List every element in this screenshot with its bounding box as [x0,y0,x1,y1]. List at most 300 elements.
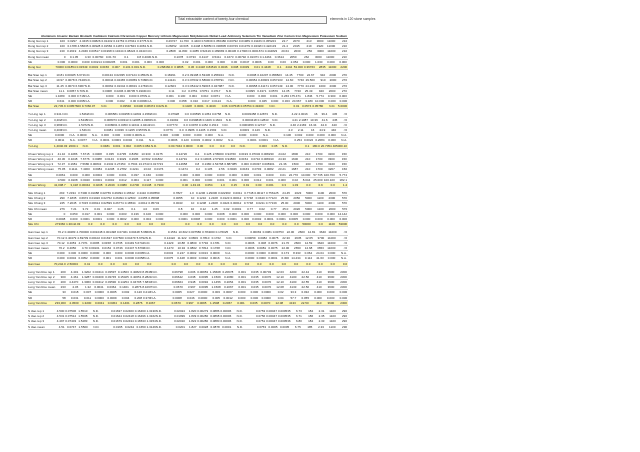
table-cell [164,162,176,166]
table-cell: 2000 [328,88,336,93]
table-cell: N.D. [225,112,232,117]
table-cell: 0.000 [216,172,225,177]
table-cell: 0.000 [180,172,188,177]
section-block [28,191,348,230]
table-cell: 0.01344 [114,83,126,88]
table-cell: 0.0001 [258,138,268,143]
table-cell: 4133 [289,285,297,290]
table-cell: 0.0244 [124,324,135,329]
row-label: Lung Yan Rou rep 1 [28,269,55,274]
table-cell: 0.000 [204,211,213,216]
table-cell: 0.000 [258,93,266,98]
table-cell: 290 [342,314,348,319]
section-block [28,73,348,112]
table-cell: 0.0 [140,262,152,266]
table-cell: 0.008230 [261,151,274,156]
table-cell: N.A. [273,138,280,143]
table-cell: 3000 [315,54,322,59]
table-cell: 0.008 [229,65,240,69]
table-cell: 186 [308,314,314,319]
table-cell: 0.02024 [174,309,185,313]
table-cell: 7770 [297,83,304,88]
table-cell: 0.00703 [260,269,272,274]
table-cell [154,84,165,88]
table-cell: 22.00 [281,245,290,250]
table-cell: 33.3 [290,290,297,295]
table-cell: 0.0238 [91,183,103,187]
table-cell: 41.63 [316,256,324,261]
table-cell: 0.00958 [246,83,258,88]
table-cell [270,133,281,137]
table-cell: 2000 [329,73,337,78]
table-cell: 0.0 [142,222,154,226]
table-cell: 0.001 [94,211,102,216]
table-cell: 0.00914 [89,201,101,206]
table-cell: 0.0 [103,262,115,266]
table-cell: 0.0077 [77,138,87,143]
table-cell: 4100 [289,280,297,285]
table-cell: 0.0 [165,262,177,266]
table-cell: 270 [341,73,347,78]
table-cell: 25.0 [282,206,289,211]
table-cell: 0.007 [110,65,121,69]
table-cell: 1.820 [188,309,197,313]
table-cell: 2050 [293,196,301,201]
table-cell: 0.02434 [122,319,134,324]
table-cell [161,191,172,195]
table-cell: 273360 [55,222,66,227]
table-cell [157,296,170,300]
table-cell: 0.00 [177,183,189,187]
table-cell [164,152,176,156]
table-cell: 0.000 [302,59,311,64]
table-cell [232,94,244,98]
table-cell: N.A. [341,138,348,143]
table-cell [272,128,283,132]
table-cell [247,144,258,148]
table-cell: 0.1650 [136,324,146,329]
table-cell: 2015 [293,44,300,49]
table-cell: 2000.1 [68,143,78,148]
table-cell: 0.000 [155,211,164,216]
table-cell: 5.6799N.D. [135,245,151,250]
table-cell: 0.3116N [251,39,263,43]
table-cell: 0.0000 [94,290,104,295]
table-cell: 410 [316,280,322,285]
table-cell: 1.3060 [81,280,91,285]
table-cell: 6.75 [294,324,301,329]
table-cell: 1.839 [188,314,197,319]
table-cell: 0.000 [106,211,115,216]
table-cell: 0.011 [136,138,144,143]
table-cell: 0.784000 [202,230,215,235]
table-cell: 0.117 [143,177,151,182]
table-cell: 0.07512 [65,314,77,319]
table-cell: N.A. [218,133,224,138]
table-cell: 0.53436 [199,73,211,78]
table-cell: 22.50 [297,301,310,305]
table-cell: 210 [305,167,311,172]
table-cell: 10.94 [177,245,186,250]
table-cell: 0.004 [121,295,130,300]
table-cell: 0.189683 [211,49,225,54]
table-cell: 0.4552N.D. [137,73,153,78]
table-cell: 39.4 [321,112,328,117]
table-cell: 0.12503 [124,196,136,201]
table-cell [156,301,169,305]
table-cell: 0.00134 [102,73,113,78]
table-cell: 0.0154 [238,156,248,161]
table-cell: <0 [343,128,348,132]
table-cell: <0 [343,235,348,240]
table-cell: 4.0414N.D. [140,122,156,127]
table-cell: 0.0000 [261,295,271,300]
row-label: Yu Ling mean [28,128,47,132]
table-cell: 5.774 [316,93,324,98]
table-cell: 0.8450 [129,151,139,156]
table-cell: 0.000 [103,251,111,256]
table-cell [157,123,167,127]
table-cell: 0.003 [257,144,268,148]
table-cell: 0.0206 [114,88,124,93]
table-cell: 0.4147 [199,54,209,59]
table-cell: 0.1474 [178,167,188,172]
table-cell [232,246,244,250]
table-cell: 0.0008 [172,295,182,300]
table-cell: 0.000 [155,217,164,221]
table-cell: 0.0005 [172,290,182,295]
table-cell: 0.0001 [268,256,278,261]
table-cell: 0.000 [131,217,139,221]
table-cell: 0.1406 [202,117,212,122]
table-cell [156,138,167,142]
table-cell: 12.08 [276,285,284,290]
table-cell: 22.50 [301,274,310,279]
table-cell: 0.000 [265,172,274,177]
table-cell: 0.0 [227,222,239,226]
table-cell: 0.0004 [92,172,102,177]
table-cell: 0.000 [205,133,213,138]
table-cell: 0.0012 [223,295,233,300]
table-cell: 0.5411 [212,54,221,59]
table-cell: 0.000 [68,251,77,256]
table-cell: 3.7300 [78,191,88,196]
row-label: SE [28,172,33,177]
table-cell: 0.008310 [261,156,274,161]
table-cell: 0.2080 [224,274,234,279]
table-cell: 7.6776 [80,156,90,161]
header-cell: Cerium [284,34,295,38]
table-cell: 0.008073 [104,117,117,122]
table-cell: N.A. [341,251,347,256]
table-cell: 0.00006 [220,319,232,324]
table-cell: 24.04 [316,251,324,256]
table-cell: 0.046 [187,295,195,300]
table-cell: 0.125 [203,151,212,156]
table-cell: 0.9046 [227,167,237,172]
table-cell: 0.0800 [187,240,197,245]
table-cell: 245 [59,201,65,206]
table-cell: 0.0735 [113,240,123,245]
table-cell: N.A. [226,99,233,104]
table-cell: 0.1086 [68,151,78,156]
table-cell: 5.6860N.D. [140,230,156,235]
table-cell: 0.7504 [128,162,138,167]
table-cell [244,325,256,329]
table-cell: 0.94860 [224,156,236,161]
table-cell: 2.58000 [212,151,224,156]
table-cell: 2000 [328,196,336,201]
table-cell: 22,745.9 [54,104,66,109]
table-cell: 0.13753 [113,39,125,43]
header-cell: Antimony [227,34,242,38]
section-block [28,152,348,191]
table-cell: 0.00753 [272,230,284,235]
table-cell: 0.00 [250,183,262,187]
table-cell: 0.0364 [105,301,118,305]
table-cell: 0.01092 [167,117,179,122]
table-cell: 75.05 [57,167,66,172]
table-cell: 0.0070 [259,301,272,305]
table-cell: 0.000 [278,177,286,182]
table-cell: 7.1835 [67,196,77,201]
table-cell [69,112,79,116]
table-cell: 4.21 [291,117,298,122]
table-cell: 210 [342,49,348,54]
table-cell: 11000 [327,240,336,245]
table-cell: 0.000 [328,133,336,138]
table-cell: 2660 [298,230,305,235]
row-label: SD [28,295,33,300]
table-cell: 0.0084 [92,167,102,172]
table-cell: 7.2334 [66,191,76,196]
table-cell: 0.00792 [235,54,247,59]
table-cell: N.D. [93,324,100,329]
row-label: Dong Gui mean [28,54,50,59]
table-cell: 0.0088 [92,156,102,161]
table-cell: 4.500 [56,309,65,313]
table-cell: 1.2108 [208,196,218,201]
table-cell: 0.01549 [76,64,88,69]
table-cell: 0.0070 [262,274,272,279]
row-label: Dong Gui rep 1 [28,39,49,43]
table-cell: 0.00062 [102,83,114,88]
table-cell: 0.0046 [218,64,228,69]
table-cell: 0.0006 [168,138,178,143]
table-cell: 0.07124 [125,73,137,78]
table-cell: 0.2054 [224,280,234,285]
table-cell: 0.0002 [117,217,127,221]
table-cell: 0.1673 [224,54,234,59]
table-cell: 0.00280 [197,319,209,324]
table-cell: 11.45 [56,83,64,88]
table-cell: 4.0012 [138,201,148,206]
table-cell: 0.2700 [128,183,140,187]
table-cell: 25.49 [304,88,313,93]
table-cell: 0.0957600 [66,104,81,109]
table-cell: 0.0075 [164,256,174,261]
table-cell [154,39,166,43]
table-cell: 0.41171 [258,83,269,88]
table-cell: 0.0 [250,262,262,266]
table-cell: 0.370N.A. [143,295,157,300]
table-cell: 0.1354 [201,112,211,117]
table-cell: 0.07506 [65,309,77,313]
table-cell: 0.045 [259,99,267,104]
table-cell [159,280,172,284]
table-cell: 5.6744N.D. [135,240,151,245]
row-label: SE [28,93,33,98]
table-cell: 0.27450 [114,162,126,167]
table-cell [158,118,168,122]
table-cell: 0.1762 [211,235,221,240]
table-cell: 0.16533 [134,319,146,324]
table-cell: 1.54N.D. [79,128,92,132]
header-cell: Potassium [319,34,335,38]
table-cell: 0.0094 [198,280,209,285]
table-cell: 57.7 [290,295,297,300]
table-cell: 180.0 [310,144,321,148]
header-cell: Selenium [242,34,256,38]
table-cell [160,207,172,211]
table-cell: 1.3162N.D. [146,314,162,319]
table-cell [100,309,111,313]
table-cell: 0.7748 [243,196,254,201]
table-cell: 0.0001 [232,206,242,211]
table-cell: N.A. [91,133,98,138]
table-cell [108,104,120,108]
table-cell: 16 [314,112,318,117]
table-cell: 13.02 [143,167,151,172]
table-cell: 2000 [328,191,336,196]
table-cell: 0.000 [82,59,90,64]
table-cell: 0.1.05 [69,54,79,59]
table-cell: 0.41 [79,262,91,266]
table-cell: 0.26727 [166,39,177,43]
table-cell: N.A. [148,138,155,143]
table-cell: 0.002 [121,290,130,295]
table-cell: 44.9 [319,128,326,132]
table-cell: 1.5462N.D. [79,112,95,117]
table-cell: 0.035 [251,285,259,290]
table-cell: 0.01802 [151,156,163,161]
table-cell: 0.1205 [125,128,135,132]
table-cell: 0.000 [314,295,322,300]
table-cell: 0.0717 [211,88,221,93]
table-cell: N.D. [96,104,108,108]
table-cell: 0.02 [182,59,189,64]
table-cell: 0.0041 [94,285,104,290]
table-cell: 0.0000 [256,251,266,256]
table-cell [164,217,176,221]
table-cell: 0.032 [301,290,309,295]
table-cell: 0.00258 [118,112,130,117]
table-cell: 0.06059 [126,78,138,83]
table-cell: 0.0001674 [249,49,264,54]
table-cell: 270 [342,78,348,83]
table-cell: 0.000 [328,99,336,104]
table-cell: 0.0 [184,112,189,117]
table-cell [163,309,174,313]
table-cell: 2660 [294,240,301,245]
table-cell: 0.000 [339,217,347,221]
table-cell: 4100 [289,274,297,279]
table-cell [159,275,172,279]
section-block [28,112,348,151]
table-cell: 0.000 [339,99,348,104]
table-cell: 0.0868 [210,314,220,319]
table-cell: 0.03590 [105,280,117,285]
table-cell: 1700 [315,156,323,161]
table-cell: 0.000 [237,290,246,295]
table-cell: 0.060550 [147,191,160,196]
table-cell: 0.000 [155,177,164,182]
table-cell: 2000 [329,78,337,83]
table-cell: 0.000 [339,93,347,98]
table-cell: 24.02 [278,151,286,156]
table-cell: 12.68 [304,245,313,250]
table-cell: 0.0061 [56,172,66,177]
table-cell: 4.038 [187,274,196,279]
table-cell: 0.59615 [199,83,211,88]
table-cell: 0.14563 [117,269,129,274]
table-cell: 0.00102 [89,235,101,240]
table-cell: 1.1080 [55,93,65,98]
table-cell: 0.0003418 [242,117,257,122]
table-cell: 2000 [293,201,301,206]
table-cell: 0.0016 [210,256,220,261]
table-cell: 0.2619 [67,49,77,54]
table-cell: 0.0001 [194,104,204,109]
row-label: SE [28,211,33,216]
table-cell: 410 [316,285,322,290]
row-label: Dong Gui rep 3 [28,49,49,54]
header-cell: Copper [136,34,147,38]
table-cell: 0.000 [155,172,164,177]
table-cell: 0.3029 [116,156,127,161]
table-cell: 0.0002 [123,138,133,143]
table-cell: 0.0001 [227,217,237,221]
header-cell: Arsenic [56,34,68,38]
table-cell: 24.30 [278,156,286,161]
table-cell: 10.81 [56,73,64,78]
table-cell: 0.4371 [257,88,267,93]
table-cell: 0.00409 [92,274,104,279]
table-cell: 0.000 [114,251,123,256]
table-cell: 0.000 [250,133,258,138]
row-label: Dong Gui [28,65,54,69]
table-cell [90,89,102,93]
table-cell: 0.000 [305,133,314,138]
table-cell: 0.000 [327,217,335,221]
table-cell: 0.0 [179,128,184,132]
table-cell: 11000 [327,245,336,250]
table-cell: 0.0574 [302,104,312,109]
table-cell: 25.00 [280,201,289,206]
table-cell: 0.2808 [166,49,176,54]
table-cell: 0.54539 [201,39,213,43]
table-cell: N.D. [225,240,232,245]
table-cell: 3200 [327,151,335,156]
table-cell [229,123,239,127]
table-cell: 0.77123 [265,196,277,201]
table-cell: 0.0039 [239,64,250,69]
table-cell: 0.001 [238,285,246,290]
table-cell: 0.06337 [250,162,261,167]
table-cell: 1.3130N.D. [146,309,162,313]
table-cell: 1100 [317,206,324,211]
table-cell: 1.3202 [81,269,91,274]
